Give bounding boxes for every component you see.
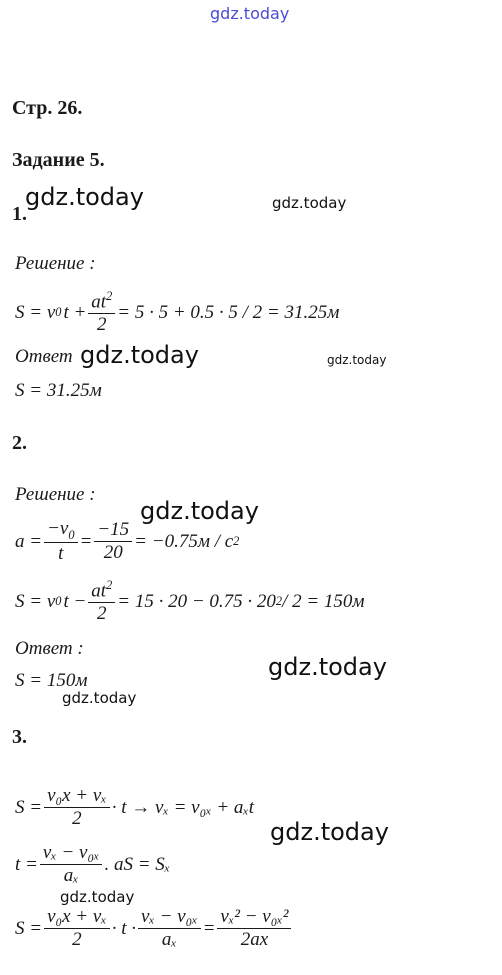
watermark: gdz.today: [272, 194, 347, 212]
problem-1-answer: S = 31.25м: [15, 380, 102, 401]
watermark: gdz.today: [140, 497, 259, 525]
problem-2-answer: S = 150м: [15, 670, 88, 691]
problem-3-number: 3.: [12, 726, 27, 748]
problem-1-number: 1.: [12, 203, 27, 225]
problem-2-acceleration: a = $\frac{-v_0}{t}$ = $\frac{-15}{20}$ = −0.75м / c 2: [15, 518, 240, 564]
page-number: Стр. 26.: [12, 97, 83, 119]
watermark: gdz.today: [270, 818, 389, 846]
watermark: gdz.today: [80, 341, 199, 369]
problem-2-solution-label: Решение :: [15, 484, 96, 505]
watermark: gdz.today: [60, 888, 135, 906]
problem-1-answer-label: Ответ: [15, 346, 73, 367]
problem-3-line-1: S = $\frac{\text{v₀x + vₓ}}{2}$ · t → vₓ = v₀ₓ + aₓt: [15, 785, 255, 829]
problem-1-formula: S = v 0 t + $\frac{at^2}{2}$ = 5 · 5 + 0.5 · 5 / 2 = 31.25м: [15, 289, 340, 336]
watermark: gdz.today: [268, 653, 387, 681]
problem-2-number: 2.: [12, 432, 27, 454]
problem-3-line-2: t = $\frac{\text{vₓ − v₀ₓ}}{\text{aₓ}}$ . aS = Sₓ: [15, 842, 171, 886]
watermark-top: gdz.today: [210, 4, 290, 23]
watermark: gdz.today: [62, 689, 137, 707]
task-title: Задание 5.: [12, 149, 105, 171]
problem-1-solution-label: Решение :: [15, 253, 96, 274]
problem-2-answer-label: Ответ :: [15, 638, 84, 659]
watermark: gdz.today: [25, 183, 144, 211]
problem-2-distance: S = v 0 t − $\frac{at^2}{2}$ = 15 · 20 − 0.75 · 20 2 / 2 = 150м: [15, 578, 365, 625]
problem-3-line-3: S = $\frac{\text{v₀x + vₓ}}{2}$ · t · $\frac{\text{vₓ − v₀ₓ}}{\text{aₓ}}$ = $\frac{\text{vₓ² − v₀ₓ²}}{2ax}$: [15, 906, 293, 951]
watermark: gdz.today: [327, 353, 387, 367]
